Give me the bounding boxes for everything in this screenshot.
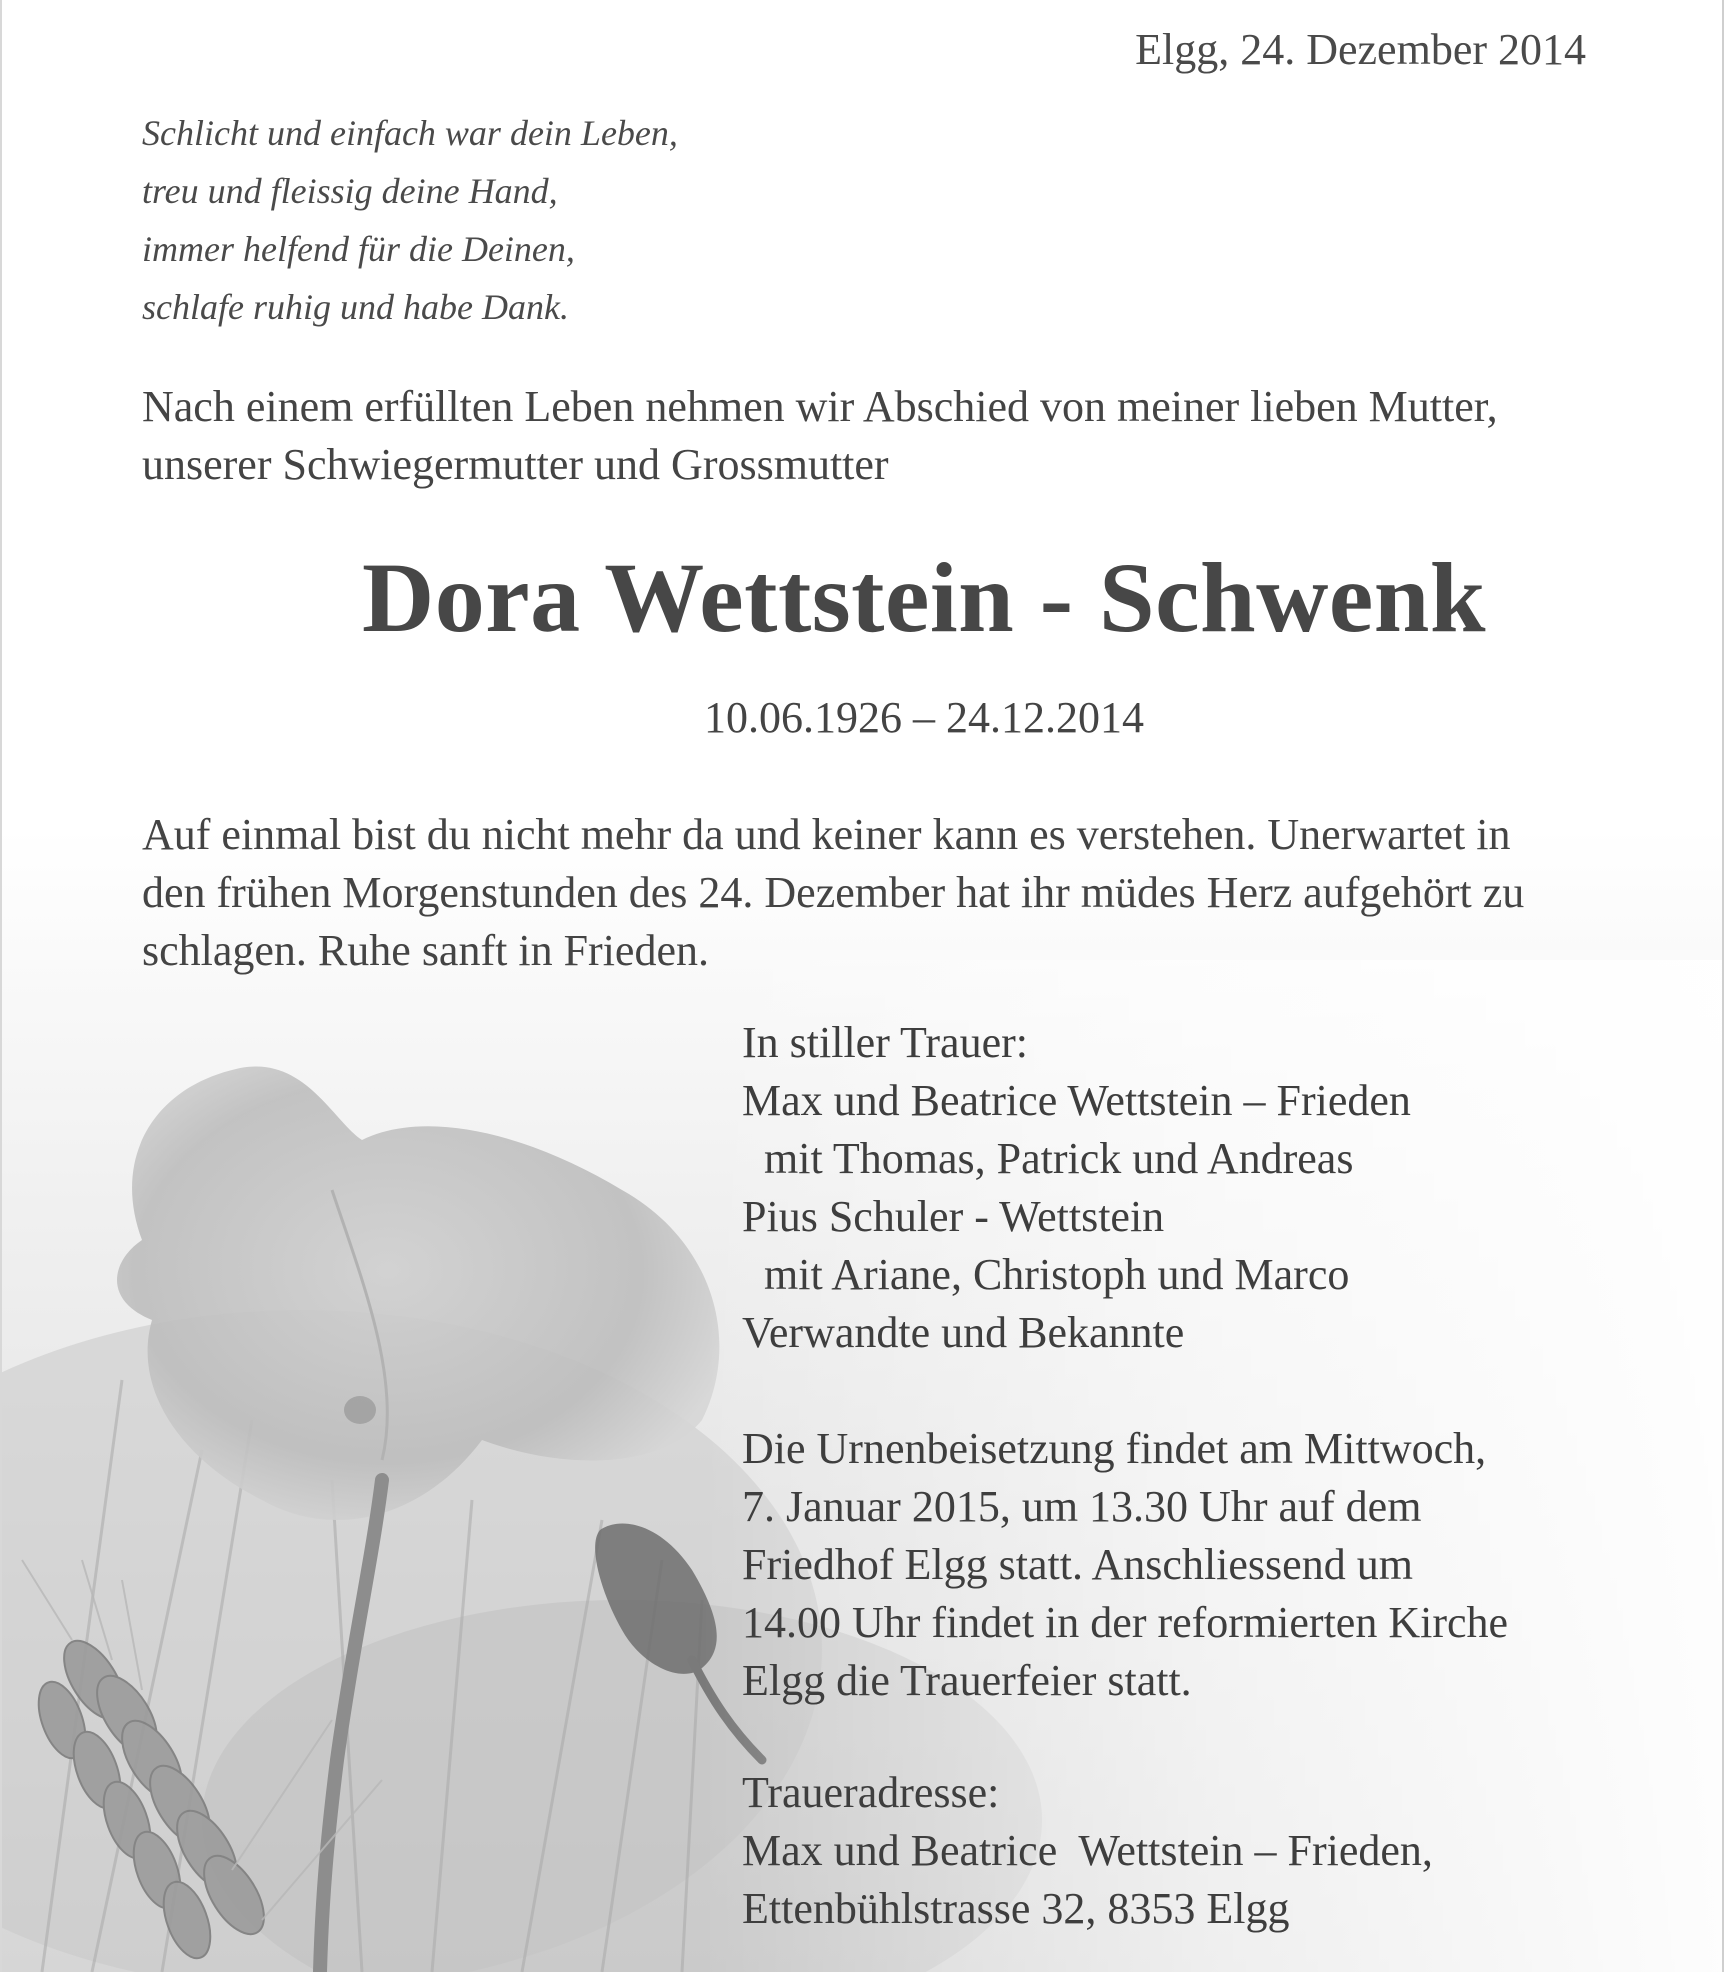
intro-text — [142, 378, 1498, 494]
mourner-line: mit Thomas, Patrick und Andreas — [742, 1134, 1354, 1183]
poem-line: immer helfend für die Deinen, — [142, 229, 575, 269]
intro-line: unserer Schwiegermutter und Grossmutter — [142, 440, 889, 489]
burial-line: Friedhof Elgg statt. Anschliessend um — [742, 1540, 1413, 1589]
address-heading: Traueradresse: — [742, 1768, 1000, 1817]
address-line: Max und Beatrice Wettstein – Frieden, — [742, 1826, 1433, 1875]
burial-line: 7. Januar 2015, um 13.30 Uhr auf dem — [742, 1482, 1422, 1531]
poem-line: Schlicht und einfach war dein Leben, — [142, 113, 678, 153]
mourner-line: Pius Schuler - Wettstein — [742, 1192, 1165, 1241]
message-line: Auf einmal bist du nicht mehr da und keiner kann es verstehen. Unerwartet in — [142, 810, 1511, 859]
poem-line: schlafe ruhig und habe Dank. — [142, 287, 569, 327]
mourner-line: Max und Beatrice Wettstein – Frieden — [742, 1076, 1411, 1125]
message-line: den frühen Morgenstunden des 24. Dezember hat ihr müdes Herz aufgehört zu — [142, 868, 1525, 917]
burial-line: Elgg die Trauerfeier statt. — [742, 1656, 1192, 1705]
poem-line: treu und fleissig deine Hand, — [142, 171, 558, 211]
mourners-heading: In stiller Trauer: — [742, 1018, 1028, 1067]
deceased-name: Dora Wettstein - Schwenk — [361, 542, 1486, 653]
burial-line: Die Urnenbeisetzung findet am Mittwoch, — [742, 1424, 1487, 1473]
message-line: schlagen. Ruhe sanft in Frieden. — [142, 926, 709, 975]
farewell-message — [142, 806, 1524, 980]
mourner-line: Verwandte und Bekannte — [742, 1308, 1185, 1357]
place-and-date: Elgg, 24. Dezember 2014 — [1135, 25, 1586, 74]
burial-details — [742, 1420, 1508, 1710]
mourning-address — [742, 1764, 1433, 1938]
memorial-poem — [142, 104, 678, 336]
mourners-list — [742, 1014, 1411, 1362]
burial-line: 14.00 Uhr findet in der reformierten Kirche — [742, 1598, 1509, 1647]
mourner-line: mit Ariane, Christoph und Marco — [742, 1250, 1350, 1299]
address-line: Ettenbühlstrasse 32, 8353 Elgg — [742, 1884, 1290, 1933]
lifespan-dates: 10.06.1926 – 24.12.2014 — [704, 693, 1144, 742]
intro-line: Nach einem erfüllten Leben nehmen wir Abschied von meiner lieben Mutter, — [142, 382, 1498, 431]
